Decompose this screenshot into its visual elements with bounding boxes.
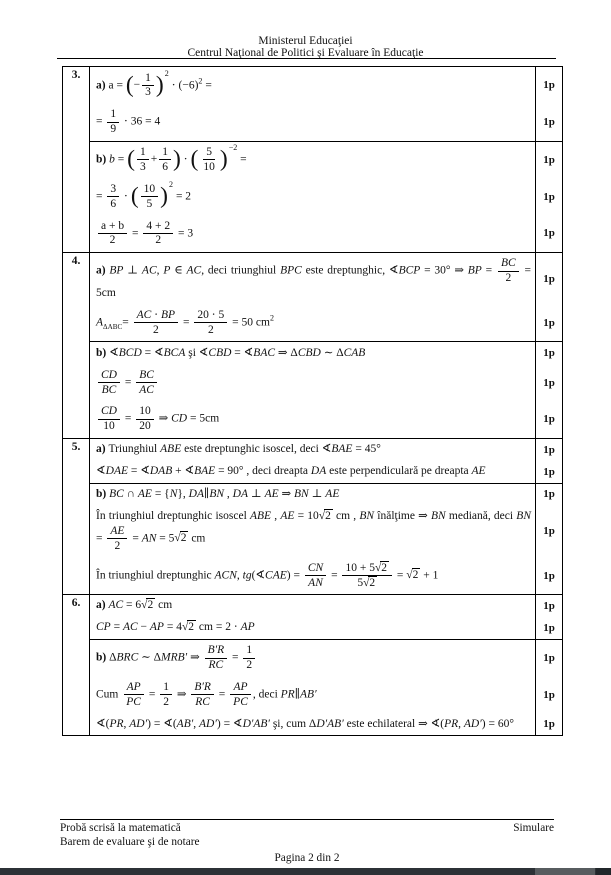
page-footer: [60, 822, 554, 866]
fraction: [136, 405, 154, 433]
solution-line: [90, 713, 562, 735]
solution-line: [90, 342, 562, 364]
points-cell: 1p: [535, 505, 562, 557]
italic-text: BN: [516, 509, 531, 522]
paren-group: [130, 179, 174, 212]
fraction-numerator: 10 + 5√2: [342, 562, 392, 576]
superscript: 2: [198, 76, 203, 86]
solution-line: [90, 505, 562, 557]
fraction-numerator: 1: [142, 72, 154, 86]
fraction: [98, 369, 120, 397]
header-line-ministry: Ministerul Educaţiei: [258, 35, 353, 47]
italic-text: AD′: [463, 717, 482, 730]
solution-part: [90, 253, 562, 342]
solution-line: [90, 178, 562, 215]
fraction-numerator: [107, 525, 127, 539]
bold-text: a): [96, 443, 109, 456]
horizontal-scrollbar[interactable]: [0, 868, 611, 875]
italic-text: CD: [101, 405, 117, 418]
formula: b) ∢BCD = ∢BCA şi ∢CBD = ∢BAC ⇒ ΔCBD ∼ ΔCAB: [96, 346, 366, 359]
fraction-denominator: [123, 695, 144, 708]
points-cell: 1p: [535, 104, 562, 141]
fraction: [159, 146, 171, 174]
fraction: [200, 146, 218, 174]
fraction-numerator: 10: [141, 183, 159, 197]
fraction: [142, 72, 154, 100]
open-paren: (: [127, 146, 135, 173]
fraction-numerator: 20 ⋅ 5: [194, 309, 227, 323]
italic-text: AP: [126, 681, 141, 693]
sqrt-sign: √: [181, 621, 189, 634]
points-cell: 1p: [535, 342, 562, 364]
formula: b) ΔBRC ∼ ΔMRB′ ⇒ $\frac{B'R}{RC}$ = $\frac{1}{2}$: [90, 640, 535, 677]
italic-text: AC: [186, 264, 202, 277]
bold-text: b): [96, 651, 110, 664]
barem-table: [62, 66, 563, 736]
formula: $\frac{CD}{BC}$ = $\frac{BC}{AC}$: [90, 364, 535, 401]
italic-text: AC: [136, 308, 152, 321]
italic-text: AE: [471, 465, 486, 478]
italic-text: BN: [294, 488, 309, 500]
sqrt-sign: √: [363, 576, 370, 589]
fraction-numerator: 3: [107, 183, 119, 197]
problem-row: [63, 253, 562, 439]
bold-text: a): [96, 599, 109, 612]
fraction-denominator: 2: [505, 272, 512, 285]
sqrt-sign: √: [406, 569, 413, 582]
open-paren: (: [190, 146, 199, 173]
italic-text: BAE: [194, 465, 216, 478]
solution-part: [90, 142, 562, 252]
fraction-denominator: 2: [246, 659, 253, 672]
fraction: [143, 220, 173, 248]
italic-text: CBD: [208, 346, 232, 359]
formula: = $\frac{1}{9}$ ⋅ 36 = 4: [96, 108, 161, 136]
italic-text: PR: [280, 688, 295, 701]
solution-line: [90, 617, 562, 639]
formula: b) BC ∩ AE = {N}, DA∥BN , DA ⊥ AE ⇒ BN ⊥ AE: [96, 488, 340, 500]
fraction-denominator: 5: [146, 197, 153, 210]
italic-text: BC: [109, 488, 124, 500]
fraction: [98, 220, 127, 248]
fraction-numerator: 1: [159, 146, 171, 160]
sqrt-radicand: 2: [188, 621, 195, 634]
bold-text: a): [96, 264, 110, 277]
solution-line: [90, 640, 562, 677]
sqrt-radicand: 2: [412, 569, 419, 582]
solution-line: [90, 557, 562, 594]
sqrt-radical: [406, 569, 420, 581]
fraction-denominator: [136, 383, 157, 396]
footer-rule: [60, 819, 554, 820]
points-cell: 1p: [535, 557, 562, 594]
fraction-denominator: 10: [203, 160, 215, 173]
paren-exponent: 2: [164, 68, 169, 78]
fraction: [107, 108, 119, 136]
fraction-denominator: 2: [114, 539, 121, 552]
solution-line: [90, 253, 562, 305]
solution-line: [90, 67, 562, 104]
footer-doc-type: Barem de evaluare şi de notare: [60, 835, 200, 848]
italic-text: CBD: [297, 346, 321, 359]
italic-text: CD: [171, 412, 188, 425]
fraction-denominator: 2: [155, 234, 162, 247]
italic-text: B′R: [207, 644, 225, 657]
italic-text: RC: [208, 659, 224, 672]
italic-text: BCD: [118, 346, 142, 359]
italic-text: DA: [188, 488, 204, 500]
solution-part: [90, 484, 562, 594]
sqrt-sign: √: [318, 509, 326, 522]
paren-exponent: 2: [169, 179, 174, 189]
sqrt-sign: √: [141, 599, 148, 612]
bold-text: b): [96, 346, 110, 359]
formula: ∢DAE = ∢DAB + ∢BAE = 90° , deci dreapta DA este perpendiculară pe dreapta AE: [96, 465, 486, 478]
italic-text: AC: [141, 264, 157, 277]
solution-line: [90, 215, 562, 252]
italic-text: tg: [242, 569, 252, 582]
sqrt-radical: [174, 532, 188, 544]
problem-number: 3.: [63, 67, 90, 252]
fraction-numerator: 1: [160, 681, 172, 695]
fraction-denominator: 5√2: [357, 576, 376, 589]
formula: a) BP ⊥ AC, P ∈ AC, deci triunghiul BPC este dreptunghic, ∢BCP = 30° ⇒ BP = $\frac{BC}{2}$ = 5cm: [96, 257, 531, 299]
close-paren: ): [160, 182, 169, 209]
fraction-numerator: 5: [203, 146, 215, 160]
paren-exponent: −2: [228, 143, 238, 152]
problem-number: 4.: [63, 253, 90, 438]
fraction: [137, 146, 149, 174]
problem-row: [63, 439, 562, 595]
points-cell: 1p: [535, 640, 562, 677]
fraction-denominator: [192, 695, 213, 708]
italic-text: AE: [264, 488, 279, 500]
formula: a) Triunghiul ABE este dreptunghic isoscel, deci ∢BAE = 45°: [96, 443, 381, 456]
italic-text: AP: [149, 621, 164, 634]
formula: b) b = ( $\frac{1}{3}$ + $\frac{1}{6}$ ) ⋅ ( $\frac{5}{10}$ ) −2 =: [96, 143, 247, 173]
sqrt-sign: √: [374, 561, 382, 574]
points-cell: 1p: [535, 617, 562, 639]
fraction: [98, 405, 120, 433]
close-paren: ): [172, 146, 181, 173]
fraction-numerator: [191, 681, 214, 695]
fraction: [123, 681, 144, 709]
fraction: [191, 681, 214, 709]
points-cell: 1p: [535, 484, 562, 506]
points-cell: 1p: [535, 178, 562, 215]
italic-text: AE: [325, 488, 340, 500]
italic-text: BAC: [253, 346, 276, 359]
fraction-denominator: 20: [139, 420, 151, 433]
italic-text: CAE: [265, 569, 287, 582]
footer-exam-title: Probă scrisă la matematică: [60, 822, 181, 834]
italic-text: A: [96, 316, 104, 329]
italic-text: PR: [109, 717, 124, 730]
fraction-numerator: AC ⋅ BP: [134, 309, 178, 323]
fraction-denominator: 2: [163, 695, 169, 708]
fraction: [498, 257, 519, 285]
italic-text: AP: [233, 681, 248, 693]
fraction-numerator: [98, 405, 120, 419]
italic-text: DA: [310, 465, 327, 478]
points-cell: 1p: [535, 215, 562, 252]
paren-group: [191, 145, 238, 175]
italic-text: AD′: [199, 717, 217, 730]
sqrt-radicand: 2: [147, 599, 154, 612]
fraction-numerator: [230, 681, 250, 695]
points-cell: 1p: [535, 364, 562, 401]
fraction: [107, 525, 127, 553]
italic-text: AP: [240, 621, 255, 634]
sqrt-radical: [363, 577, 377, 589]
solution-parts: [90, 439, 562, 594]
points-cell: 1p: [535, 713, 562, 735]
italic-text: DAE: [105, 465, 128, 478]
fraction: [107, 183, 119, 211]
italic-text: PR: [444, 717, 459, 730]
problem-row: [63, 67, 562, 253]
fraction-numerator: [124, 681, 144, 695]
italic-text: CD: [101, 368, 117, 381]
italic-text: BAE: [331, 443, 353, 456]
italic-text: CAB: [343, 346, 366, 359]
solution-line: [90, 595, 562, 617]
italic-text: BPC: [280, 264, 302, 277]
problem-number: 5.: [63, 439, 90, 594]
italic-text: BCP: [398, 264, 421, 277]
fraction-denominator: 2: [152, 323, 159, 336]
italic-text: AC: [122, 621, 138, 634]
solution-part: [90, 342, 562, 437]
italic-text: PC: [126, 695, 141, 708]
fraction-denominator: 3: [139, 160, 146, 173]
sqrt-radical: [375, 562, 389, 574]
solution-line: [90, 142, 562, 179]
fraction-denominator: 6: [162, 160, 168, 173]
solution-parts: [90, 67, 562, 252]
page-header: [0, 35, 611, 60]
subscript: ΔABC: [103, 322, 123, 331]
sqrt-radicand: 2: [325, 509, 331, 522]
points-cell: 1p: [535, 67, 562, 104]
fraction-numerator: [136, 369, 157, 383]
fraction-denominator: 6: [110, 197, 117, 210]
sqrt-radical: [319, 510, 333, 522]
formula: = $\frac{3}{6}$ ⋅ ( $\frac{10}{5}$ ) 2 = 2: [96, 179, 192, 210]
solution-line: [90, 484, 562, 506]
fraction: [141, 183, 159, 211]
italic-text: MRB′: [161, 651, 188, 664]
italic-text: RC: [195, 695, 210, 708]
fraction-denominator: 3: [145, 86, 151, 99]
italic-text: BC: [139, 368, 154, 381]
fraction-numerator: [205, 644, 228, 658]
fraction: [194, 309, 227, 337]
italic-text: AN: [308, 576, 323, 589]
formula: ∢(PR, AD′) = ∢(AB′, AD′) = ∢D′AB′ şi, cum ΔD′AB′ este echilateral ⇒ ∢(PR, AD′) = 60°: [96, 717, 514, 730]
fraction: [305, 562, 326, 590]
italic-text: AE: [137, 488, 152, 500]
italic-text: AC: [108, 599, 124, 612]
fraction-denominator: [230, 695, 251, 708]
italic-text: ABE: [160, 443, 182, 456]
fraction-denominator: 10: [103, 420, 115, 433]
points-cell: 1p: [535, 401, 562, 438]
points-cell: 1p: [535, 253, 562, 305]
italic-text: AN: [141, 532, 157, 545]
italic-text: BP: [467, 264, 482, 277]
italic-text: BRC: [116, 651, 139, 664]
formula: a) AC = 6√2 cm: [96, 599, 173, 612]
solution-parts: [90, 253, 562, 438]
fraction-numerator: 10: [136, 405, 154, 419]
points-cell: 1p: [535, 677, 562, 714]
fraction-denominator: 9: [110, 123, 117, 136]
italic-text: D′AB′: [242, 717, 270, 730]
points-cell: 1p: [535, 142, 562, 179]
italic-text: ABE: [249, 509, 272, 522]
fraction-numerator: [98, 369, 120, 383]
italic-text: BN: [359, 509, 375, 522]
italic-text: DA: [232, 488, 248, 500]
italic-text: AE: [110, 524, 125, 537]
fraction: [136, 369, 157, 397]
sqrt-radicand: 2: [180, 532, 187, 545]
fraction-denominator: 2: [109, 234, 116, 247]
close-paren: ): [219, 146, 228, 173]
fraction-numerator: 1: [107, 108, 119, 122]
fraction-numerator: 1: [243, 644, 255, 658]
bold-text: b): [96, 153, 110, 166]
italic-text: BC: [101, 383, 117, 396]
italic-text: B′R: [194, 681, 211, 693]
fraction-numerator: [305, 562, 326, 576]
italic-text: BP: [161, 308, 176, 321]
fraction: [230, 681, 251, 709]
close-paren: ): [155, 71, 164, 98]
header-line-center: Centrul Naţional de Politici şi Evaluare în Educaţie: [187, 47, 424, 60]
sqrt-radicand: 2: [369, 576, 376, 589]
superscript: 2: [269, 313, 274, 323]
fraction-denominator: 2: [207, 323, 214, 336]
fraction: [160, 681, 172, 709]
fraction-denominator: [99, 383, 120, 396]
italic-text: BN: [431, 509, 446, 522]
italic-text: CN: [307, 561, 324, 574]
points-cell: 1p: [535, 461, 562, 483]
formula: În triunghiul dreptunghic ACN, tg(∢CAE) = $\frac{CN}{AN}$ = $\frac{10 + 5√2}{5√2}$ = √2 + 1: [96, 561, 439, 589]
sqrt-radicand: 2: [381, 561, 388, 574]
formula: CP = AC − AP = 4√2 cm = 2 ⋅ AP: [96, 621, 255, 634]
bold-text: b): [96, 488, 110, 500]
solution-line: [90, 401, 562, 438]
formula: $\frac{CD}{10}$ = $\frac{10}{20}$ ⇒ CD = 5cm: [90, 401, 535, 438]
fraction: [342, 562, 392, 590]
footer-page-number: Pagina 2 din 2: [274, 852, 340, 865]
italic-text: AC: [139, 383, 154, 396]
problem-number: 6.: [63, 595, 90, 735]
italic-text: BN: [209, 488, 225, 500]
solution-line: [90, 304, 562, 341]
horizontal-scrollbar-thumb[interactable]: [535, 868, 595, 875]
formula: a) a = ( − $\frac{1}{3}$ ) 2 ⋅ $(-6)^2$ =: [96, 68, 212, 99]
italic-text: N: [169, 488, 178, 500]
paren-group: ( $\frac{1}{3}$ + $\frac{1}{6}$ ): [127, 146, 181, 173]
fraction: [243, 644, 255, 672]
italic-text: AD′: [129, 717, 148, 730]
bold-text: a): [96, 79, 109, 92]
italic-text: ACN: [214, 569, 237, 582]
solution-line: [90, 461, 562, 483]
fraction-numerator: a + b: [98, 220, 127, 234]
open-paren: (: [125, 71, 134, 98]
italic-text: DAB: [149, 465, 173, 478]
italic-text: AE: [280, 509, 295, 522]
solution-part: [90, 640, 562, 735]
fraction-numerator: [498, 257, 519, 271]
points-cell: 1p: [535, 595, 562, 617]
fraction-denominator: [305, 576, 326, 589]
paren-group: ( − $\frac{1}{3}$ ) 2: [125, 68, 169, 99]
italic-text: D′AB′: [316, 717, 344, 730]
sqrt-sign: √: [174, 532, 181, 545]
solution-part: [90, 67, 562, 142]
formula: În triunghiul dreptunghic isoscel ABE , AE = 10√2 cm , BN înălţime ⇒ BN mediană, deci BN = $\frac{AE}{2}$ = AN = 5√2 cm: [96, 509, 531, 552]
fraction-denominator: [206, 659, 227, 672]
fraction-numerator: 1: [137, 146, 149, 160]
formula: Cum $\frac{AP}{PC}$ = $\frac{1}{2}$ ⇒ $\frac{B'R}{RC}$ = $\frac{AP}{PC}$ , deci PR∥AB′: [96, 681, 317, 708]
solution-part: [90, 439, 562, 484]
header-rule: [57, 58, 556, 59]
points-cell: 1p: [535, 304, 562, 341]
problem-row: [63, 595, 562, 735]
sqrt-radical: [141, 599, 155, 611]
italic-text: AB′: [300, 688, 317, 701]
solution-line: [90, 364, 562, 401]
italic-text: PC: [233, 695, 248, 708]
solution-line: [90, 104, 562, 141]
italic-text: b: [109, 153, 115, 166]
points-cell: 1p: [535, 439, 562, 461]
open-paren: (: [130, 182, 139, 209]
solution-part: [90, 595, 562, 640]
solution-line: [90, 439, 562, 461]
italic-text: P: [163, 264, 171, 277]
sqrt-radical: [182, 621, 196, 633]
italic-text: BP: [109, 264, 124, 277]
footer-session-label: Simulare: [513, 822, 554, 834]
scrollbar-corner: [596, 868, 611, 875]
formula: $\frac{a + b}{2}$ = $\frac{4 + 2}{2}$ = 3: [90, 215, 535, 252]
solution-line: [90, 677, 562, 714]
fraction: [134, 309, 178, 337]
italic-text: AB′: [176, 717, 194, 730]
italic-text: CP: [96, 621, 111, 634]
fraction: [205, 644, 228, 672]
italic-text: BC: [500, 257, 516, 270]
formula: $A_{\Delta ABC}=$ $\frac{AC \cdot BP}{2}$ = $\frac{20 \cdot 5}{2}$ = 50 $cm^2$: [96, 308, 274, 336]
italic-text: BCA: [163, 346, 186, 359]
solution-parts: [90, 595, 562, 735]
fraction-numerator: 4 + 2: [143, 220, 173, 234]
